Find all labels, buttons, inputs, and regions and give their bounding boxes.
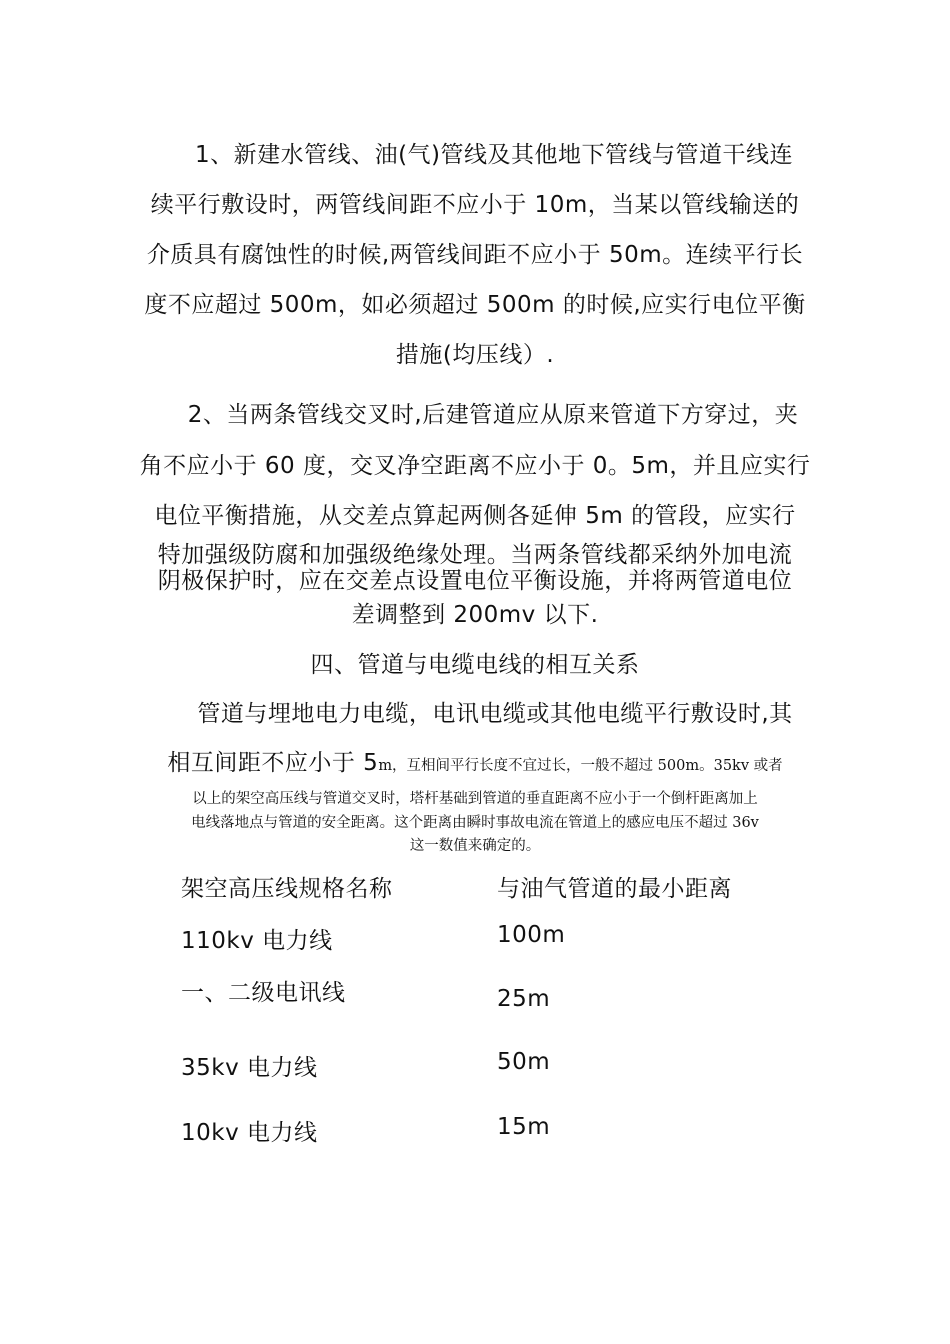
table-header-spec: 架空高压线规格名称: [181, 876, 393, 902]
section4-line-2: [0, 744, 950, 777]
section2-line-2: 角不应小于 60 度，交叉净空距离不应小于 0。5m，并且应实行: [139, 453, 811, 479]
section4-small-line-1: 以上的架空高压线与管道交叉时，塔杆基础到管道的垂直距离不应小于一个倒杆距离加上: [192, 791, 758, 807]
table-row-3-distance: 50m: [497, 1049, 551, 1075]
section4-line-1: 管道与埋地电力电缆，电讯电缆或其他电缆平行敷设时,其: [197, 701, 793, 727]
section4-line-2-large: 相互间距不应小于 5: [167, 750, 379, 776]
table-row-4-distance: 15m: [497, 1114, 551, 1140]
section4-small-line-3: 这一数值来确定的。: [409, 838, 541, 854]
section1-line-5: 措施(均压线）.: [395, 342, 555, 368]
section2-line-4: 特加强级防腐和加强级绝缘处理。当两条管线都采纳外加电流: [157, 542, 793, 568]
section1-line-1: 1、新建水管线、油(气)管线及其他地下管线与管道干线连: [194, 142, 794, 168]
table-row-2-spec: 一、二级电讯线: [181, 980, 346, 1006]
section4-heading: 四、管道与电缆电线的相互关系: [310, 652, 640, 678]
section2-line-3: 电位平衡措施，从交差点算起两侧各延伸 5m 的管段，应实行: [154, 503, 796, 529]
table-row-3-spec: 35kv 电力线: [181, 1055, 318, 1081]
table-row-1-distance: 100m: [497, 922, 566, 948]
section2-line-5: 阴极保护时，应在交差点设置电位平衡设施，并将两管道电位: [157, 568, 793, 594]
table-row-1-spec: 110kv 电力线: [181, 928, 333, 954]
section1-line-2: 续平行敷设时，两管线间距不应小于 10m，当某以管线输送的: [150, 192, 800, 218]
section2-line-1: 2、当两条管线交叉时,后建管道应从原来管道下方穿过，夹: [187, 402, 799, 428]
section2-line-6: 差调整到 200mv 以下.: [351, 602, 599, 628]
section4-small-line-2: 电线落地点与管道的安全距离。这个距离由瞬时事故电流在管道上的感应电压不超过 36v: [191, 815, 759, 831]
table-header-distance: 与油气管道的最小距离: [497, 876, 732, 902]
section1-line-4: 度不应超过 500m，如必须超过 500m 的时候,应实行电位平衡: [144, 292, 806, 318]
table-row-4-spec: 10kv 电力线: [181, 1120, 318, 1146]
section1-line-3: 介质具有腐蚀性的时候,两管线间距不应小于 50m。连续平行长: [146, 242, 804, 268]
table-row-2-distance: 25m: [497, 986, 551, 1012]
section4-line-2-small: m，互相间平行长度不宜过长，一般不超过 500m。35kv 或者: [378, 758, 783, 774]
